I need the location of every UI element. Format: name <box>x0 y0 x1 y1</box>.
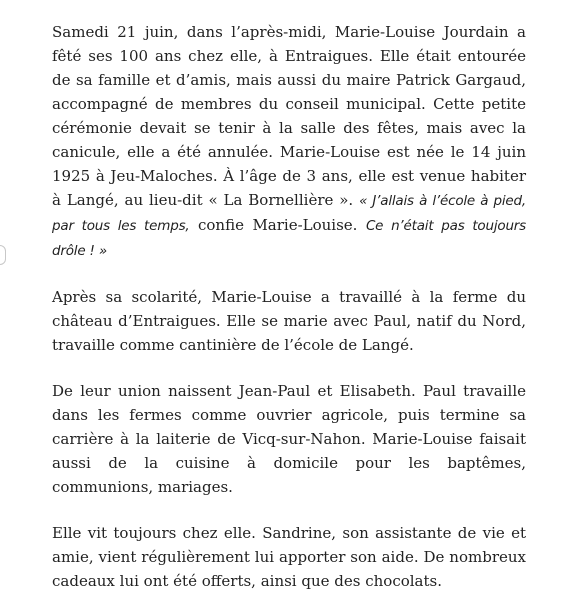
article-paragraph-3: De leur union naissent Jean-Paul et Elisabeth. Paul travaille dans les fermes comme ouvrier agricole, puis termine sa carrière à la laiterie de Vicq-sur-Nahon. Marie-Louise faisait aussi de la cuisine à domicile pour les baptêmes, communions, mariages. <box>52 382 526 496</box>
paragraph-1-text-a: Samedi 21 juin, dans l’après-midi, Marie-Louise Jourdain a fêté ses 100 ans chez elle, à Entraigues. Elle était entourée de sa famille et d’amis, mais aussi du maire Patrick Gargaud, accompagné de membres du conseil municipal. Cette petite cérémonie devait se tenir à la salle des fêtes, mais avec la canicule, elle a été annulée. Marie-Louise est née le 14 juin 1925 à Jeu-Maloches. À l’âge de 3 ans, elle est venue habiter à Langé, au lieu-dit « La Bornellière ». <box>52 23 526 209</box>
article-paragraph-2: Après sa scolarité, Marie-Louise a travaillé à la ferme du château d’Entraigues. Elle se marie avec Paul, natif du Nord, travaille comme cantinière de l’école de Langé. <box>52 288 526 354</box>
side-scroll-handle[interactable] <box>0 245 6 265</box>
quote-school-on-foot: « J’allais à l’école à pied, par tous les temps, <box>52 193 526 234</box>
article-paragraph-1 <box>52 20 526 263</box>
article-paragraph-4: Elle vit toujours chez elle. Sandrine, son assistante de vie et amie, vient régulièrement lui apporter son aide. De nombreux cadeaux lui ont été offerts, ainsi que des chocolats. <box>52 524 526 590</box>
article-body <box>52 20 526 615</box>
quote-not-always-fun: Ce n’était pas toujours drôle ! » <box>52 218 526 259</box>
paragraph-1-text-b: confie Marie-Louise. <box>189 216 366 234</box>
